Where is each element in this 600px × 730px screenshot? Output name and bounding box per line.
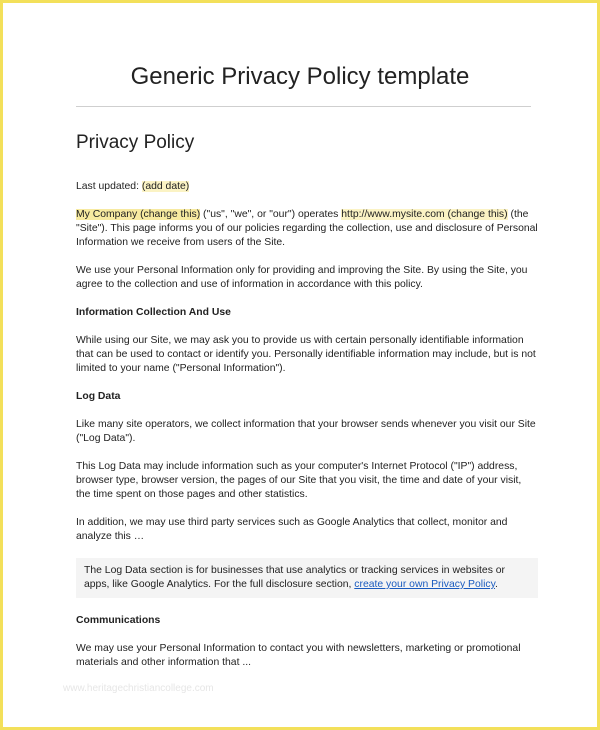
note-text: The Log Data section is for businesses that use analytics or tracking services in websites or apps, like Google Analytics. For the full disclosure section, — [84, 565, 506, 590]
log-data-heading: Log Data — [76, 391, 121, 402]
title-divider — [76, 106, 531, 107]
log-data-paragraph-2: This Log Data may include information such as your computer's Internet Protocol ("IP") address, browser type, browser version, the pages of our Site that you visit, the time and date of your visit, the time spent on those pages and other statistics. — [76, 461, 522, 500]
last-updated-value: (add date) — [141, 181, 190, 192]
log-data-paragraph-1: Like many site operators, we collect information that your browser sends whenever you visit our Site ("Log Data"). — [76, 419, 536, 444]
last-updated — [76, 180, 538, 194]
document-title: Generic Privacy Policy template — [130, 63, 470, 90]
intro-paragraph — [76, 208, 538, 250]
note-end: . — [495, 579, 498, 590]
site-url-placeholder: http://www.mysite.com (change this) — [341, 209, 508, 220]
last-updated-label: Last updated: — [76, 181, 142, 192]
collection-paragraph: While using our Site, we may ask you to provide us with certain personally identifiable information that can be used to contact or identify you. Personally identifiable information may include, but is not limited to your name ("Personal Information"). — [76, 335, 536, 374]
communications-heading: Communications — [76, 615, 161, 626]
log-data-paragraph-3: In addition, we may use third party services such as Google Analytics that collect, monitor and analyze this … — [76, 517, 508, 542]
use-paragraph: We use your Personal Information only for providing and improving the Site. By using the Site, you agree to the collection and use of information in accordance with this policy. — [76, 265, 528, 290]
watermark: www.heritagechristiancollege.com — [63, 683, 214, 694]
create-policy-link[interactable]: create your own Privacy Policy — [354, 579, 496, 590]
document-body — [76, 131, 538, 684]
collection-heading: Information Collection And Use — [76, 307, 231, 318]
document-page — [3, 3, 597, 727]
intro-text-1: ("us", "we", or "our") operates — [200, 209, 342, 220]
privacy-policy-heading: Privacy Policy — [76, 132, 195, 153]
intro-text-2: (the "Site"). This page informs you of our policies regarding the collection, use and disclosure of Personal Information we receive from users of the Site. — [76, 209, 538, 248]
company-name-placeholder: My Company (change this) — [76, 209, 201, 220]
communications-paragraph: We may use your Personal Information to contact you with newsletters, marketing or promotional materials and other information that ... — [76, 643, 521, 668]
log-data-note — [76, 558, 538, 598]
